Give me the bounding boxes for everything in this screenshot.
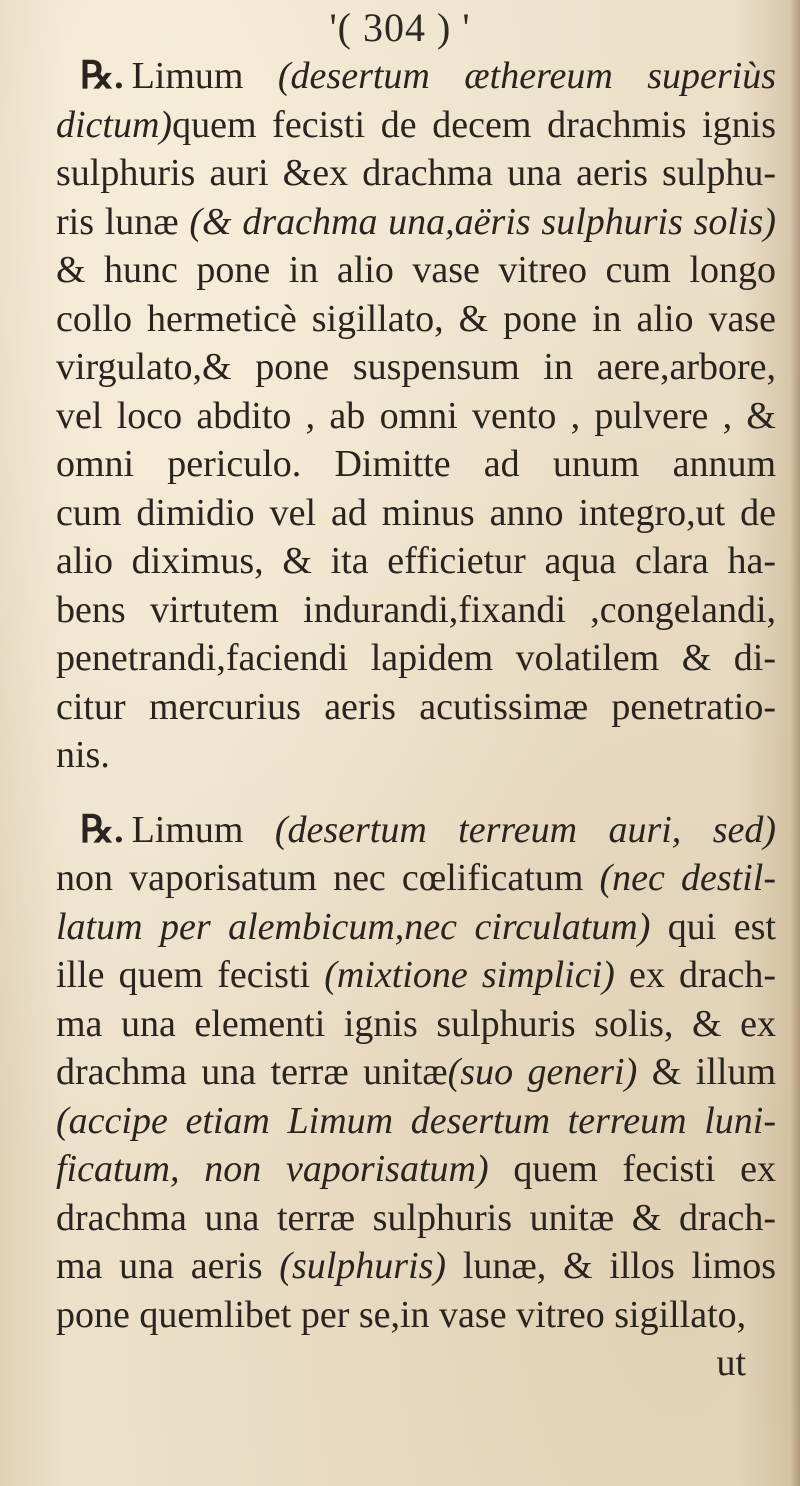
text-span: sulphuris auri &ex drachma una aeris sulphu- — [56, 152, 776, 194]
text-span: lunæ, & illos limos — [446, 1245, 776, 1287]
text-span: drachma una terræ sulphuris unitæ & drach- — [56, 1196, 776, 1239]
text-span: drachma una terræ unitæ — [56, 1051, 448, 1093]
italic-gloss: (& drachma una,aëris sulphuris solis) — [189, 200, 776, 243]
text-line — [56, 537, 776, 586]
text-line — [56, 1048, 776, 1097]
text-span: penetrandi,faciendi lapidem volatilem & di- — [56, 637, 776, 679]
text-line — [56, 731, 776, 780]
text-line — [56, 951, 776, 1000]
text-line — [56, 1194, 776, 1243]
text-span: ma una elementi ignis sulphuris solis, & ex — [56, 1002, 776, 1045]
text-span: cum dimidio vel ad minus anno integro,ut de — [56, 491, 776, 534]
italic-gloss: latum per alembicum,nec circulatum) — [56, 905, 651, 948]
text-span: Limum — [131, 808, 275, 851]
text-line — [56, 634, 776, 683]
page-number: '( 304 ) ' — [329, 5, 471, 50]
recipe-paragraph-1 — [56, 52, 776, 780]
text-line — [56, 1145, 776, 1194]
italic-gloss: (nec destil- — [599, 857, 776, 899]
italic-gloss: (suo generi) — [447, 1051, 638, 1093]
text-line — [56, 683, 776, 732]
text-line — [56, 1000, 776, 1049]
italic-gloss: dictum) — [56, 103, 173, 146]
text-span: citur mercurius aeris acutissimæ penetratio- — [56, 685, 776, 728]
text-line — [56, 440, 776, 489]
text-span: ex drach- — [614, 954, 776, 996]
text-line — [56, 101, 776, 150]
recipe-symbol: ℞. — [80, 55, 124, 97]
text-span: qui est — [650, 905, 776, 948]
italic-gloss: (desertum terreum auri, sed) — [274, 808, 776, 851]
text-span: ris lunæ — [56, 200, 190, 243]
italic-gloss: (accipe etiam Limum desertum terreum luni- — [56, 1099, 776, 1142]
text-block — [56, 52, 776, 1388]
italic-gloss: (mixtione simplici) — [324, 954, 615, 996]
text-span: omni periculo. Dimitte ad unum annum — [56, 443, 776, 485]
italic-gloss: ficatum, non vaporisatum) — [56, 1148, 489, 1190]
text-span: ma una aeris — [56, 1245, 280, 1287]
text-line — [56, 149, 776, 198]
text-line — [56, 246, 776, 295]
italic-gloss: (desertum æthereum superiùs — [277, 55, 776, 97]
text-line — [56, 903, 776, 952]
text-line — [56, 1097, 776, 1146]
text-span: vel loco abdito , ab omni vento , pulvere , & — [56, 394, 776, 437]
catchword: ut — [716, 1342, 746, 1384]
text-line — [56, 586, 776, 635]
recipe-paragraph-2 — [56, 806, 776, 1340]
text-span: non vaporisatum nec cœlificatum — [56, 857, 600, 899]
text-line — [56, 198, 776, 247]
text-span: virgulato,& pone suspensum in aere,arbore, — [56, 346, 776, 388]
text-span: Limum — [131, 55, 278, 97]
text-span: nis. — [56, 734, 110, 776]
text-span: quem fecisti ex — [488, 1148, 776, 1190]
text-line — [56, 1242, 776, 1291]
recipe-symbol: ℞. — [80, 808, 124, 851]
text-line — [56, 343, 776, 392]
text-span: quem fecisti de decem drachmis ignis — [172, 103, 776, 146]
text-span: bens virtutem indurandi,fixandi ,congelandi, — [56, 588, 776, 631]
text-span: pone quemlibet per se,in vase vitreo sigillato, — [56, 1293, 747, 1336]
text-line — [56, 489, 776, 538]
text-line — [56, 1291, 776, 1340]
page-edge-shadow — [790, 0, 800, 1486]
text-line — [56, 52, 776, 101]
text-span: collo hermeticè sigillato, & pone in alio vase — [56, 297, 776, 340]
text-line — [56, 806, 776, 855]
text-line — [56, 854, 776, 903]
text-line — [56, 392, 776, 441]
text-span: & illum — [637, 1051, 777, 1093]
text-span: alio diximus, & ita efficietur aqua clara ha- — [56, 540, 776, 582]
text-span: ille quem fecisti — [56, 954, 325, 996]
italic-gloss: (sulphuris) — [279, 1245, 447, 1287]
text-line — [56, 295, 776, 344]
text-span: & hunc pone in alio vase vitreo cum longo — [56, 249, 776, 291]
